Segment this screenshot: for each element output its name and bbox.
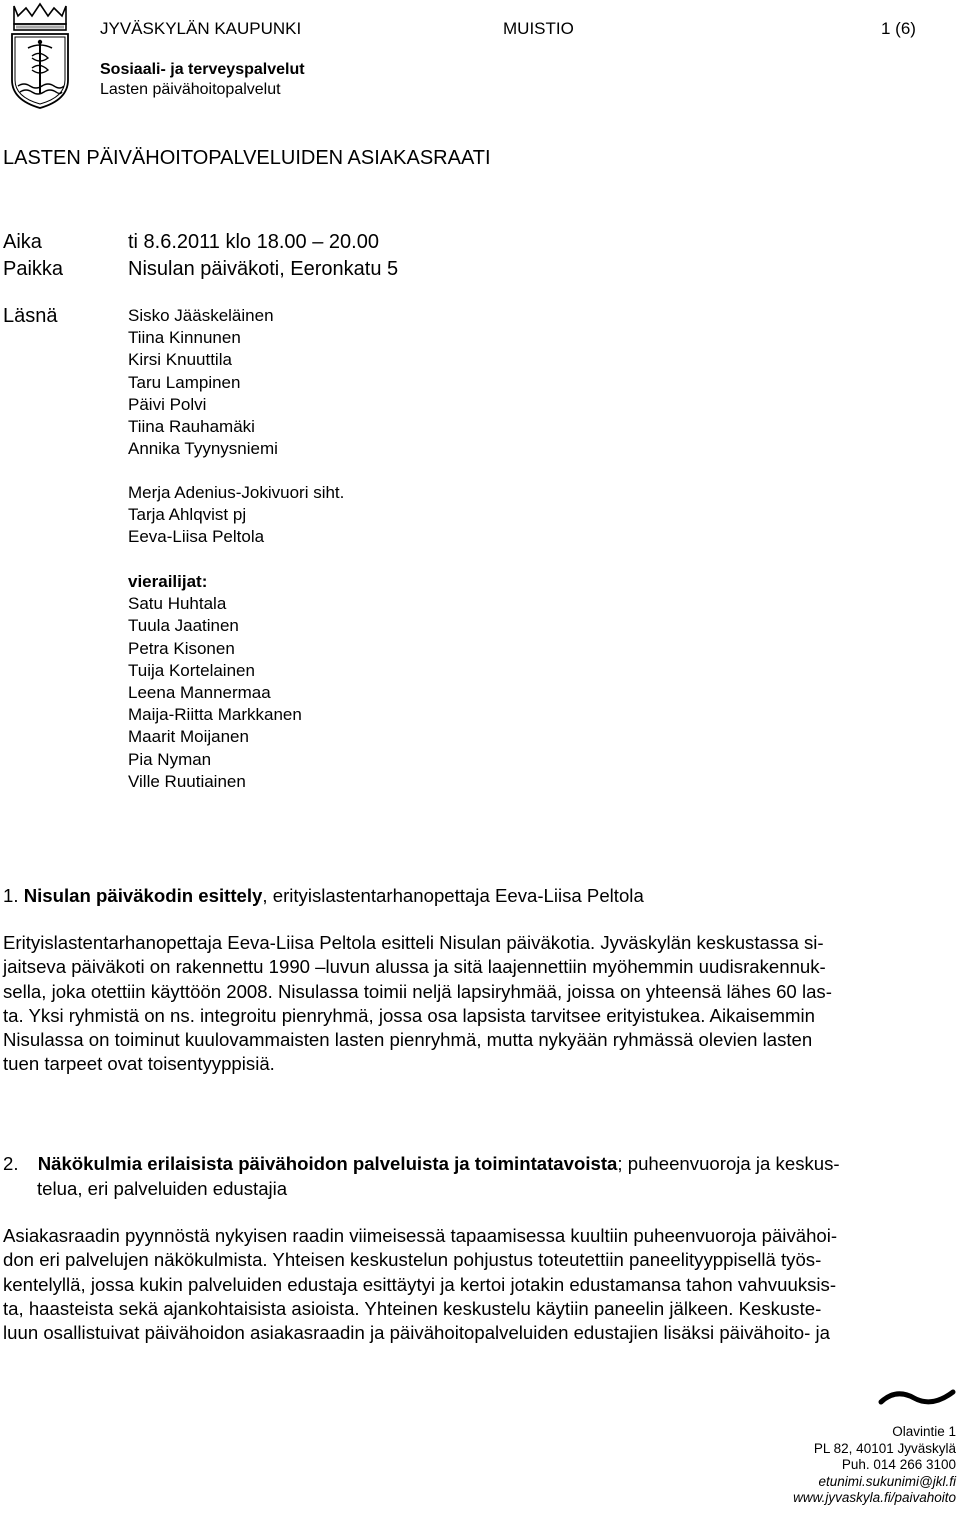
paragraph-line: jaitseva päiväkoti on rakennettu 1990 –luvun alussa ja sitä laajennettiin myöhemmin uudisrakennuk-	[3, 956, 826, 978]
footer-street: Olavintie 1	[892, 1424, 956, 1439]
attendee-name: Annika Tyynysniemi	[128, 439, 278, 459]
section-1-number: 1.	[3, 885, 19, 906]
section-1-presenter: , erityislastentarhanopettaja Eeva-Liisa Peltola	[262, 885, 644, 906]
organization-name: JYVÄSKYLÄN KAUPUNKI	[100, 19, 302, 38]
attendee-name: Taru Lampinen	[128, 372, 241, 392]
time-label: Aika	[3, 231, 42, 253]
unit-name: Lasten päivähoitopalvelut	[100, 81, 281, 98]
visitor-name: Pia Nyman	[128, 749, 212, 769]
paragraph-line: tuen tarpeet ovat toisentyyppisiä.	[3, 1053, 275, 1075]
attendees-label: Läsnä	[3, 305, 58, 327]
section-2-title: Näkökulmia erilaisista päivähoidon palveluista ja toimintatavoista	[37, 1153, 618, 1174]
attendee-name: Tiina Kinnunen	[128, 328, 241, 348]
section-2-heading	[3, 1152, 840, 1176]
visitors-list	[128, 571, 302, 793]
attendee-name: Tiina Rauhamäki	[128, 417, 255, 437]
footer-website: www.jyvaskyla.fi/paivahoito	[793, 1490, 956, 1506]
attendee-name: Sisko Jääskeläinen	[128, 306, 274, 325]
visitor-name: Leena Mannermaa	[128, 683, 271, 703]
paragraph-line: ta, haasteista sekä ajankohtaisista asioista. Yhteinen keskustelu käytiin paneelin jälkeen. Keskuste-	[3, 1297, 822, 1319]
paragraph-line: don eri palvelujen näkökulmista. Yhteisen keskustelun pohjustus toteutettiin paneelityyppisellä työs-	[3, 1249, 822, 1271]
attendee-staff-list	[128, 482, 344, 549]
visitor-name: Maija-Riitta Markkanen	[128, 705, 302, 725]
attendee-name: Eeva-Liisa Peltola	[128, 527, 265, 547]
paragraph-line: ta. Yksi ryhmistä on ns. integroitu pienryhmä, jossa osa lapsista tarvitsee erityistukea. Aikaisemmin	[3, 1004, 815, 1026]
attendee-name: Kirsi Knuuttila	[128, 350, 232, 370]
footer-postal: PL 82, 40101 Jyväskylä	[813, 1440, 956, 1456]
attendee-name: Päivi Polvi	[128, 394, 207, 414]
section-1-body	[3, 931, 958, 1077]
visitor-name: Tuija Kortelainen	[128, 660, 255, 680]
page-number: 1 (6)	[881, 19, 916, 38]
place-value: Nisulan päiväkoti, Eeronkatu 5	[128, 258, 399, 280]
place-label: Paikka	[3, 258, 64, 280]
attendee-name: Tarja Ahlqvist pj	[128, 505, 247, 525]
paragraph-line: kentelyllä, jossa kukin palveluiden edustaja esittäytyi ja kertoi jotakin edustamansa tahon vahvuuksis-	[3, 1273, 837, 1295]
attendee-members-list	[128, 305, 278, 460]
visitor-name: Maarit Moijanen	[128, 727, 249, 747]
section-2-subtitle: ; puheenvuoroja ja keskus-	[617, 1153, 840, 1174]
paragraph-line: Nisulassa on toiminut kuulovammaisten lasten pienryhmä, mutta nykyään ryhmässä olevien lasten	[3, 1029, 813, 1051]
section-2-heading-line2: telua, eri palveluiden edustajia	[37, 1178, 288, 1199]
visitor-name: Ville Ruutiainen	[128, 771, 246, 791]
visitor-name: Petra Kisonen	[128, 638, 235, 658]
section-1-title: Nisulan päiväkodin esittely	[23, 885, 263, 906]
paragraph-line: luun osallistuivat päivähoidon asiakasraadin ja päivähoitopalveluiden edustajien lisäksi päivähoito- ja	[3, 1322, 830, 1344]
section-2-number: 2.	[3, 1153, 19, 1174]
time-value: ti 8.6.2011 klo 18.00 – 20.00	[128, 231, 379, 253]
section-1-heading	[3, 884, 644, 908]
visitor-name: Satu Huhtala	[128, 594, 227, 614]
city-coat-of-arms-logo	[4, 2, 76, 110]
footer-address	[793, 1424, 956, 1507]
paragraph-line: Erityislastentarhanopettaja Eeva-Liisa Peltola esitteli Nisulan päiväkotia. Jyväskylän keskustassa si-	[3, 932, 824, 953]
document-type: MUISTIO	[503, 19, 574, 38]
wave-logo-icon	[878, 1386, 956, 1408]
document-title: LASTEN PÄIVÄHOITOPALVELUIDEN ASIAKASRAATI	[3, 147, 491, 169]
department-name: Sosiaali- ja terveyspalvelut	[100, 61, 305, 78]
footer-phone: Puh. 014 266 3100	[841, 1457, 956, 1473]
paragraph-line: Asiakasraadin pyynnöstä nykyisen raadin viimeisessä tapaamisessa kuultiin puheenvuoroja päivähoi-	[3, 1225, 838, 1246]
section-2-body	[3, 1224, 958, 1345]
visitors-label: vierailijat:	[128, 572, 208, 591]
visitor-name: Tuula Jaatinen	[128, 616, 239, 636]
footer-email: etunimi.sukunimi@jkl.fi	[818, 1473, 956, 1489]
paragraph-line: sella, joka otettiin käyttöön 2008. Nisulassa toimii neljä lapsiryhmää, joissa on yhteensä lähes 60 las-	[3, 980, 832, 1002]
attendee-name: Merja Adenius-Jokivuori siht.	[128, 483, 345, 502]
